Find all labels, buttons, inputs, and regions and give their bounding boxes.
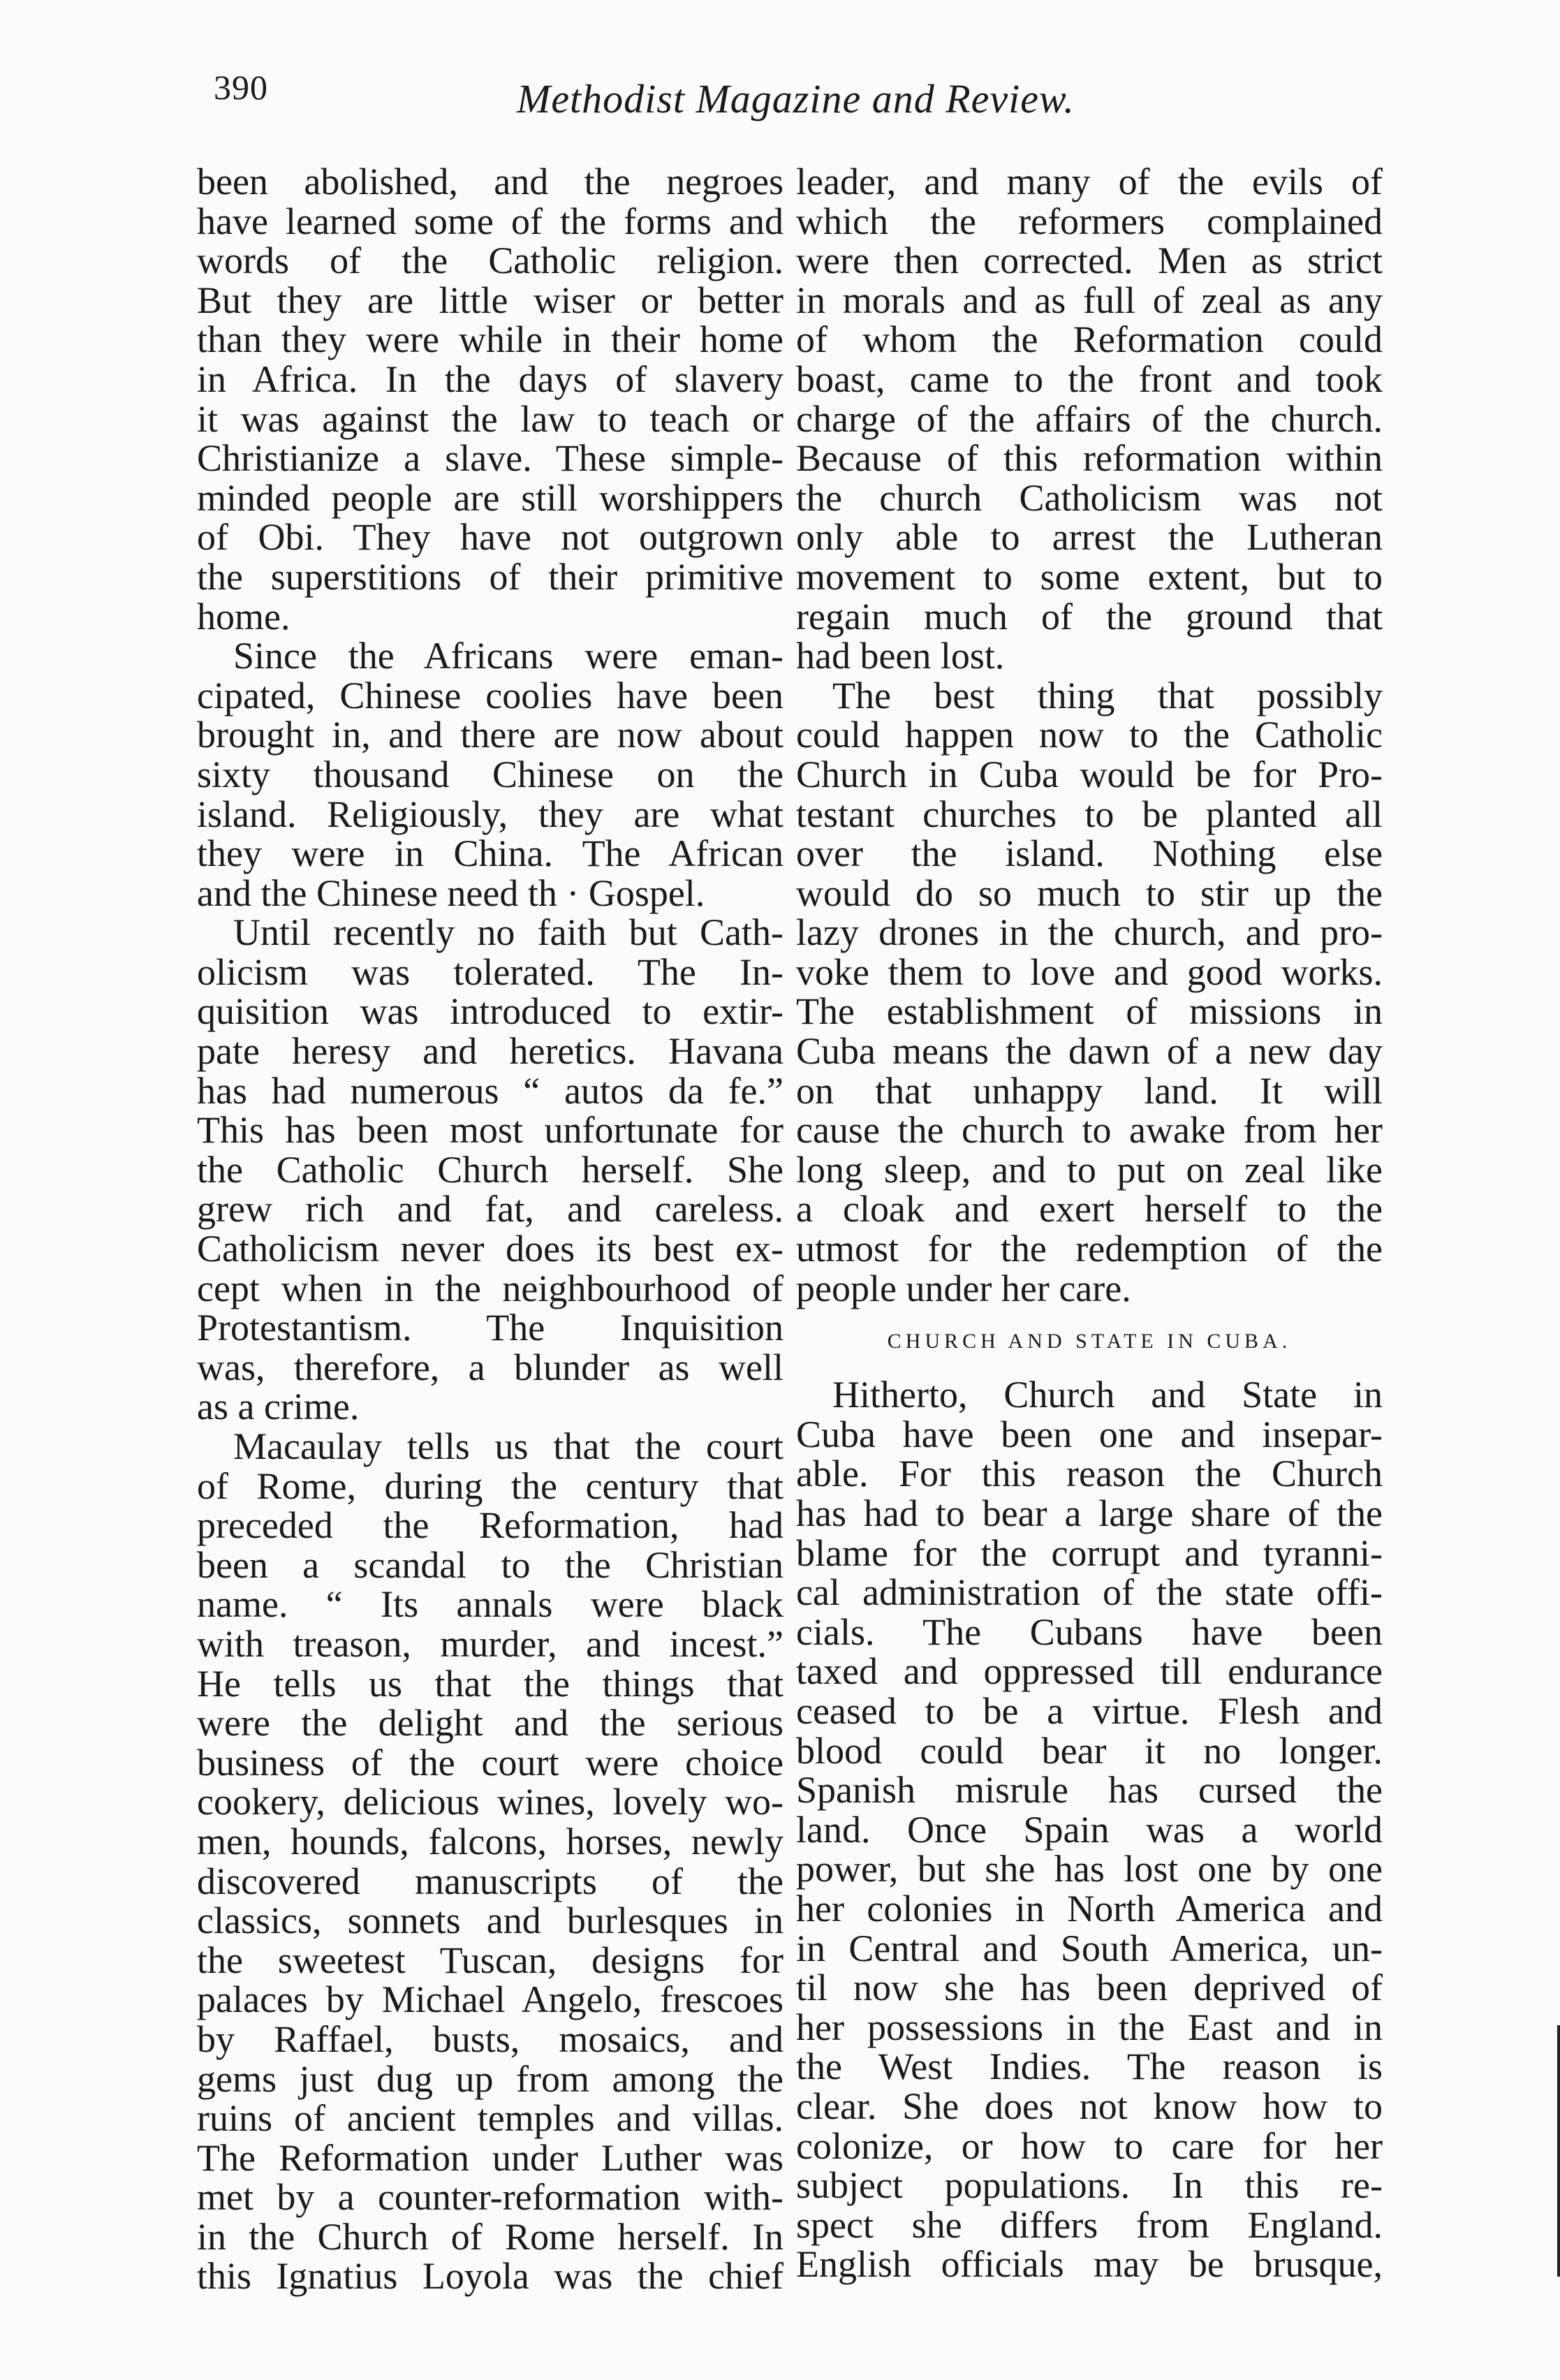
text-line: would do so much to stir up the xyxy=(796,872,1383,914)
text-line: ruins of ancient temples and villas. xyxy=(197,2097,783,2140)
text-line: voke them to love and good works. xyxy=(796,950,1383,993)
text-line: grew rich and fat, and careless. xyxy=(197,1188,783,1231)
text-line: But they are little wiser or better xyxy=(197,279,783,321)
text-line: over the island. Nothing else xyxy=(796,832,1383,875)
page-edge-rule xyxy=(1557,2025,1560,2277)
text-line: on that unhappy land. It will xyxy=(796,1069,1383,1112)
text-line: cookery, delicious wines, lovely wo- xyxy=(197,1781,783,1823)
text-line: have learned some of the forms and xyxy=(197,200,783,242)
text-line: preceded the Reformation, had xyxy=(197,1504,783,1547)
text-line: Cuba means the dawn of a new day xyxy=(796,1030,1383,1073)
section-heading: CHURCH AND STATE IN CUBA. xyxy=(887,1330,1292,1353)
text-line: Church in Cuba would be for Pro- xyxy=(796,753,1383,795)
text-line: cipated, Chinese coolies have been xyxy=(197,674,783,717)
text-line: cials. The Cubans have been xyxy=(796,1610,1383,1653)
text-line: classics, sonnets and burlesques in xyxy=(197,1900,783,1942)
text-line: with treason, murder, and incest.” xyxy=(197,1622,783,1665)
text-line: regain much of the ground that xyxy=(796,595,1383,638)
text-line: colonize, or how to care for her xyxy=(796,2124,1383,2167)
text-line: island. Religiously, they are what xyxy=(197,793,783,835)
text-line: able. For this reason the Church xyxy=(796,1453,1383,1495)
text-line: men, hounds, falcons, horses, newly xyxy=(197,1820,783,1863)
text-line: the sweetest Tuscan, designs for xyxy=(197,1939,783,1981)
text-line: minded people are still worshippers xyxy=(197,476,783,519)
text-line: the church Catholicism was not xyxy=(796,476,1383,519)
text-line: were then corrected. Men as strict xyxy=(796,240,1383,282)
text-line: clear. She does not know how to xyxy=(796,2085,1383,2127)
text-line: cause the church to awake from her xyxy=(796,1109,1383,1152)
text-line: discovered manuscripts of the xyxy=(197,1860,783,1902)
text-line: it was against the law to teach or xyxy=(197,397,783,440)
text-line: and the Chinese need th · Gospel. xyxy=(197,872,705,914)
text-line: in Africa. In the days of slavery xyxy=(197,358,783,400)
page-number: 390 xyxy=(214,68,268,107)
text-line: Spanish misrule has cursed the xyxy=(796,1769,1383,1812)
text-line: Because of this reformation within xyxy=(796,437,1383,480)
text-line: long sleep, and to put on zeal like xyxy=(796,1148,1383,1191)
text-line: palaces by Michael Angelo, frescoes xyxy=(197,1978,783,2021)
text-line: The best thing that possibly xyxy=(832,674,1383,717)
right-text-column xyxy=(796,162,1383,2284)
text-line: pate heresy and heretics. Havana xyxy=(197,1030,783,1073)
text-line: people under her care. xyxy=(796,1267,1131,1309)
text-line: utmost for the redemption of the xyxy=(796,1228,1383,1270)
text-line: leader, and many of the evils of xyxy=(796,161,1383,203)
text-line: a cloak and exert herself to the xyxy=(796,1188,1383,1231)
text-line: only able to arrest the Lutheran xyxy=(796,516,1383,559)
text-line: boast, came to the front and took xyxy=(796,358,1383,400)
text-line: Macaulay tells us that the court xyxy=(233,1425,783,1467)
text-line: her possessions in the East and in xyxy=(796,2006,1383,2048)
text-line: than they were while in their home xyxy=(197,318,783,361)
text-line: has had to bear a large share of the xyxy=(796,1492,1383,1534)
text-line: has had numerous “ autos da fe.” xyxy=(197,1069,783,1112)
text-line: they were in China. The African xyxy=(197,832,783,875)
text-line: Hitherto, Church and State in xyxy=(832,1374,1383,1416)
text-line: gems just dug up from among the xyxy=(197,2057,783,2100)
page-header xyxy=(0,0,1560,154)
text-line: movement to some extent, but to xyxy=(796,555,1383,598)
text-line: met by a counter-reformation with- xyxy=(197,2176,783,2219)
text-line: cal administration of the state offi- xyxy=(796,1571,1383,1614)
text-line: testant churches to be planted all xyxy=(796,793,1383,835)
text-line: sixty thousand Chinese on the xyxy=(197,753,783,795)
text-line: words of the Catholic religion. xyxy=(197,240,783,282)
text-line: Cuba have been one and insepar- xyxy=(796,1413,1383,1455)
text-line: Until recently no faith but Cath- xyxy=(233,911,783,954)
text-line: Since the Africans were eman- xyxy=(233,635,783,677)
text-line: English officials may be brusque, xyxy=(796,2243,1383,2286)
text-line: Catholicism never does its best ex- xyxy=(197,1228,783,1270)
left-text-column xyxy=(197,162,783,2296)
text-line: her colonies in North America and xyxy=(796,1887,1383,1930)
right-column-paragraphs-bottom xyxy=(796,1375,1383,2284)
text-line: of Obi. They have not outgrown xyxy=(197,516,783,559)
text-line: could happen now to the Catholic xyxy=(796,714,1383,756)
text-line: ceased to be a virtue. Flesh and xyxy=(796,1689,1383,1732)
text-line: was, therefore, a blunder as well xyxy=(197,1346,783,1388)
text-line: name. “ Its annals were black xyxy=(197,1583,783,1626)
text-line: home. xyxy=(197,595,290,638)
text-line: land. Once Spain was a world xyxy=(796,1808,1383,1851)
text-line: business of the court were choice xyxy=(197,1741,783,1784)
right-column-paragraphs-top xyxy=(796,162,1383,1308)
text-line: brought in, and there are now about xyxy=(197,714,783,756)
text-line: The Reformation under Luther was xyxy=(197,2136,783,2179)
text-line: the superstitions of their primitive xyxy=(197,555,783,598)
text-line: blood could bear it no longer. xyxy=(796,1729,1383,1772)
text-line: charge of the affairs of the church. xyxy=(796,397,1383,440)
text-line: This has been most unfortunate for xyxy=(197,1109,783,1152)
text-line: subject populations. In this re- xyxy=(796,2164,1383,2207)
text-line: The establishment of missions in xyxy=(796,990,1383,1033)
text-line: in morals and as full of zeal as any xyxy=(796,279,1383,321)
text-line: olicism was tolerated. The In- xyxy=(197,950,783,993)
text-line: Protestantism. The Inquisition xyxy=(197,1307,783,1349)
text-line: Christianize a slave. These simple- xyxy=(197,437,783,480)
text-line: taxed and oppressed till endurance xyxy=(796,1650,1383,1693)
text-line: power, but she has lost one by one xyxy=(796,1848,1383,1890)
text-line: were the delight and the serious xyxy=(197,1702,783,1744)
running-title: Methodist Magazine and Review. xyxy=(517,76,1075,122)
text-line: this Ignatius Loyola was the chief xyxy=(197,2255,783,2298)
text-line: blame for the corrupt and tyranni- xyxy=(796,1531,1383,1574)
text-line: of Rome, during the century that xyxy=(197,1464,783,1507)
text-line: as a crime. xyxy=(197,1386,360,1428)
text-line: cept when in the neighbourhood of xyxy=(197,1267,783,1309)
text-line: quisition was introduced to extir- xyxy=(197,990,783,1033)
text-line: lazy drones in the church, and pro- xyxy=(796,911,1383,954)
text-line: by Raffael, busts, mosaics, and xyxy=(197,2018,783,2060)
text-line: the Catholic Church herself. She xyxy=(197,1148,783,1191)
text-line: been a scandal to the Christian xyxy=(197,1543,783,1586)
text-line: in the Church of Rome herself. In xyxy=(197,2215,783,2258)
text-line: He tells us that the things that xyxy=(197,1662,783,1705)
text-line: been abolished, and the negroes xyxy=(197,161,783,203)
text-line: til now she has been deprived of xyxy=(796,1967,1383,2009)
text-line: which the reformers complained xyxy=(796,200,1383,242)
text-line: the West Indies. The reason is xyxy=(796,2045,1383,2088)
text-line: spect she differs from England. xyxy=(796,2203,1383,2246)
text-line: in Central and South America, un- xyxy=(796,1927,1383,1969)
text-line: had been lost. xyxy=(796,635,1005,677)
text-line: of whom the Reformation could xyxy=(796,318,1383,361)
